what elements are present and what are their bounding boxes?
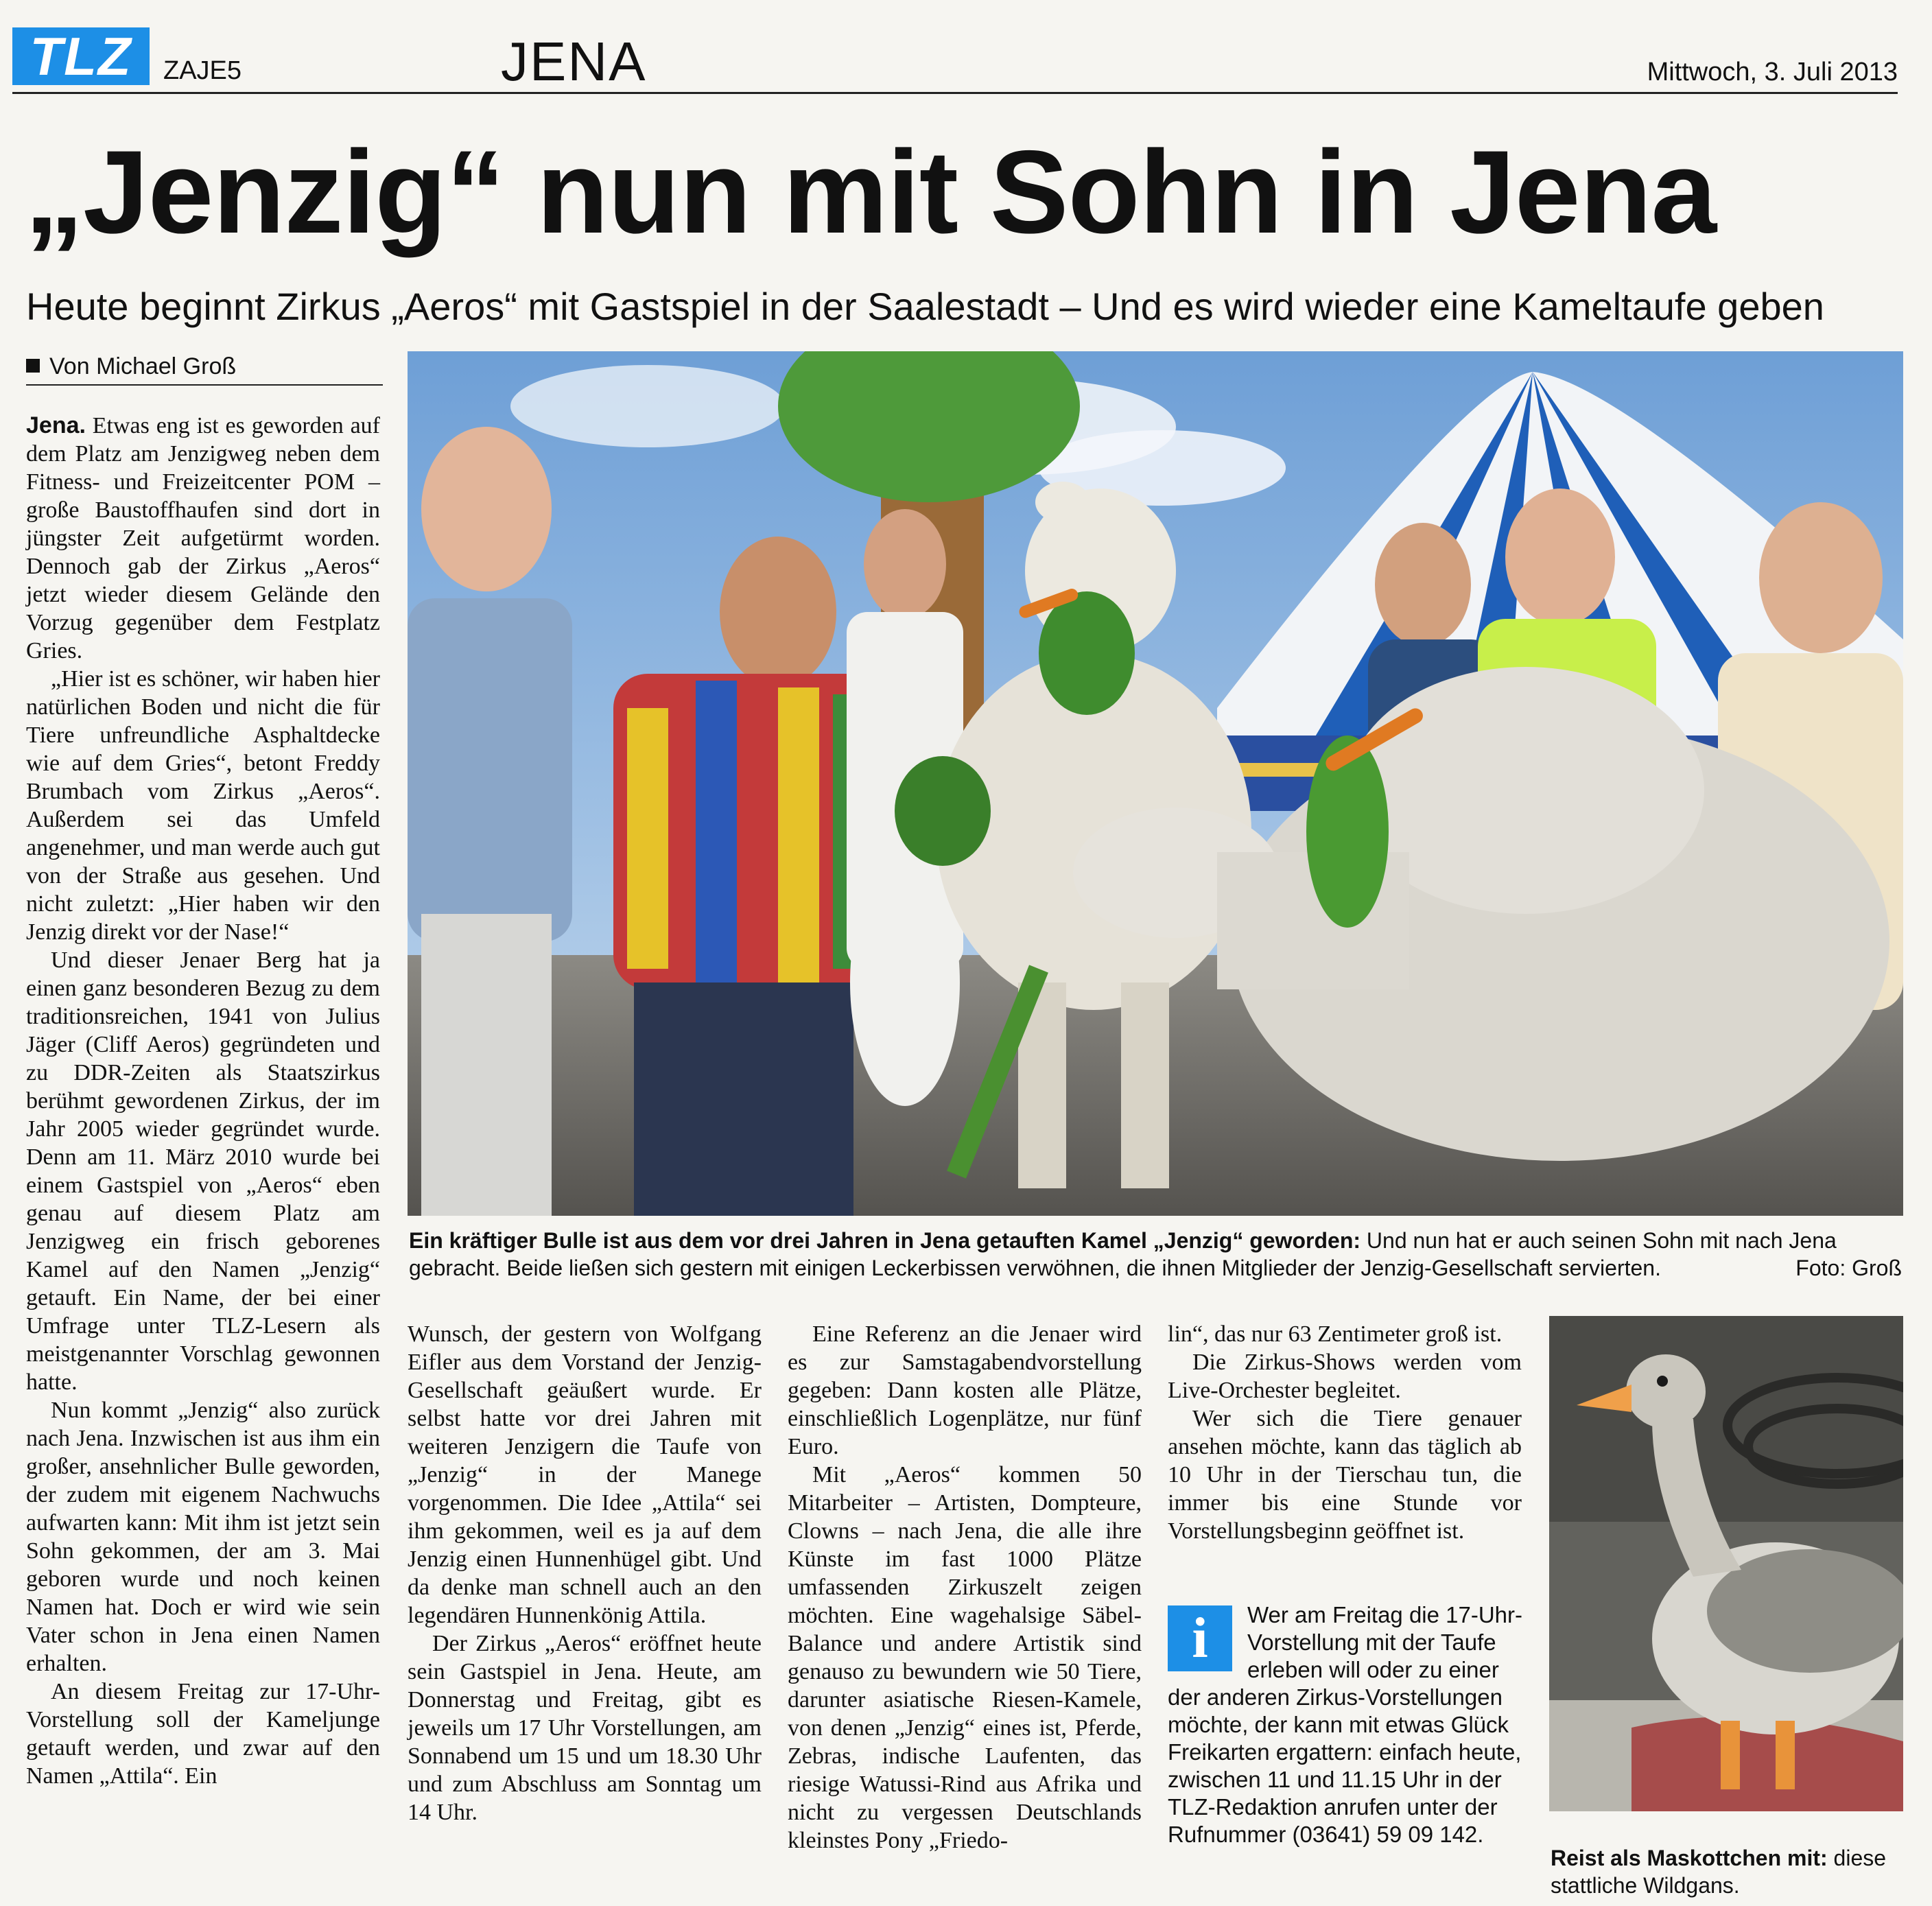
article-paragraph: Eine Referenz an die Jenaer wird es zur Samstagabendvorstellung gegeben: Dann kosten alle Plätze, einschließlich Logenplätze, nur fünf Euro. — [788, 1321, 1142, 1459]
article-paragraph: Der Zirkus „Aeros“ eröffnet heute sein Gastspiel in Jena. Heute, am Donnerstag und Freitag, gibt es jeweils um 17 Uhr Vorstellungen, am Sonnabend um 15 und um 18.30 Uhr und zum Abschluss am Sonntag um 14 Uhr. — [408, 1631, 762, 1825]
byline-square-icon — [26, 359, 40, 373]
info-text: Wer am Freitag die 17-Uhr-Vorstellung mit der Taufe erleben will oder zu einer der anderen Zirkus-Vorstellungen möchte, der kann mit etwas Glück Freikarten ergattern: einfach heute, zwischen 11 und 11.15 Uhr in der TLZ-Redaktion anrufen unter der Rufnummer (03641) 59 09 142. — [1168, 1602, 1523, 1847]
byline-rule — [26, 384, 383, 386]
article-column-2 — [408, 1320, 762, 1826]
goose-caption-lead: Reist als Maskottchen mit: — [1551, 1846, 1828, 1870]
article-paragraph: Und dieser Jenaer Berg hat ja einen ganz besonderen Bezug zu dem traditionsreichen, 1941 von Julius Jäger (Cliff Aeros) gegründeten und zu DDR-Zeiten als Staatszirkus berühmt gewordenen Zirkus, der im Jahr 2005 wieder gegründet wurde. Denn am 11. März 2010 wurde bei einem Gastspiel von „Aeros“ eben genau auf diesem Platz am Jenzigweg ein frisch geborenes Kamel auf den Namen „Jenzig“ getauft. Ein Name, der bei einer Umfrage unter TLZ-Lesern als meistgenannter Vorschlag gewonnen hatte. — [26, 948, 380, 1395]
photo-credit: Foto: Groß — [1795, 1256, 1902, 1280]
article-paragraph: Die Zirkus-Shows werden vom Live-Orchester begleitet. — [1168, 1350, 1522, 1403]
edition-code: ZAJE5 — [163, 56, 242, 85]
article-paragraph: Mit „Aeros“ kommen 50 Mitarbeiter – Artisten, Dompteure, Clowns – nach Jena, die alle ihre Künste im fast 1000 Plätze umfassenden Zirkuszelt zeigen möchten. Eine wagehalsige Säbel-Balance und andere Artistik sind genauso zu bewundern wie 50 Tiere, darunter asiatische Riesen-Kamele, von denen „Jenzig“ eines ist, Pferde, Zebras, indische Laufenten, das riesige Watussi-Rind aus Afrika und nicht zu vergessen Deutschlands kleinstes Pony „Friedo- — [788, 1462, 1142, 1853]
headline: „Jenzig“ nun mit Sohn in Jena — [25, 126, 1717, 258]
info-box — [1168, 1601, 1524, 1848]
masthead-rule — [12, 92, 1898, 94]
article-column-1 — [26, 412, 380, 1790]
article-column-3 — [788, 1320, 1142, 1855]
article-paragraph: lin“, das nur 63 Zentimeter groß ist. — [1168, 1321, 1503, 1347]
dateline: Jena. — [26, 412, 86, 438]
info-icon: i — [1168, 1605, 1232, 1671]
main-photo-camels — [408, 351, 1903, 1216]
caption-lead: Ein kräftiger Bulle ist aus dem vor drei Jahren in Jena getauften Kamel „Jenzig“ geworden: — [409, 1228, 1361, 1253]
goose-caption — [1551, 1844, 1905, 1899]
photo-caption — [409, 1227, 1902, 1282]
byline-author: Von Michael Groß — [49, 353, 237, 379]
subheadline: Heute beginnt Zirkus „Aeros“ mit Gastspiel in der Saalestadt – Und es wird wieder eine Kameltaufe geben — [26, 285, 1824, 328]
article-paragraph: Jena. Etwas eng ist es geworden auf dem Platz am Jenzigweg neben dem Fitness- und Freizeitcenter POM – große Baustoffhaufen sind dort in jüngster Zeit aufgetürmt worden. Dennoch gab der Zirkus „Aeros“ jetzt wieder diesem Gelände den Vorzug gegenüber dem Festplatz Gries. — [26, 412, 380, 663]
article-paragraph: Wunsch, der gestern von Wolfgang Eifler aus dem Vorstand der Jenzig-Gesellschaft geäußert wurde. Er selbst hatte vor drei Jahren mit weiteren Jenzigern die Taufe von „Jenzig“ in der Manege vorgenommen. Die Idee „Attila“ sei ihm gekommen, weil es ja auf dem Jenzig einen Hunnenhügel gibt. Und da denke man schnell auch an den legendären Hunnenkönig Attila. — [408, 1321, 762, 1628]
goose-caption-text: diese stattliche Wildgans. — [1551, 1846, 1887, 1898]
tlz-logo: TLZ — [12, 27, 150, 85]
article-paragraph: An diesem Freitag zur 17-Uhr-Vorstellung soll der Kameljunge getauft werden, und zwar auf den Namen „Attila“. Ein — [26, 1679, 380, 1789]
issue-date: Mittwoch, 3. Juli 2013 — [1647, 58, 1898, 86]
goose-photo — [1549, 1316, 1903, 1811]
article-paragraph: Nun kommt „Jenzig“ also zurück nach Jena. Inzwischen ist aus ihm ein großer, ansehnlicher Bulle geworden, der zudem mit eigenem Nachwuchs aufwarten kann: Mit ihm ist jetzt sein Sohn gekommen, der am 3. Mai geboren wurde und noch keinen Namen hat. Doch er wird wie sein Vater schon in Jena einen Namen erhalten. — [26, 1398, 380, 1676]
article-column-4 — [1168, 1320, 1522, 1545]
byline — [26, 351, 236, 381]
article-paragraph: „Hier ist es schöner, wir haben hier natürlichen Boden und nicht die für Tiere unfreundliche Asphaltdecke wie auf dem Gries“, betont Freddy Brumbach vom Zirkus „Aeros“. Außerdem sei das Umfeld angenehmer, und man werde auch gut von der Straße aus gesehen. Und nicht zuletzt: „Hier haben wir den Jenzig direkt vor der Nase!“ — [26, 666, 380, 945]
article-paragraph: Wer sich die Tiere genauer ansehen möchte, kann das täglich ab 10 Uhr in der Tierschau tun, die immer bis eine Stunde vor Vorstellungsbeginn geöffnet ist. — [1168, 1406, 1522, 1544]
section-title: JENA — [501, 31, 647, 92]
caption-text: Und nun hat er auch seinen Sohn mit nach Jena gebracht. Beide ließen sich gestern mit einigen Leckerbissen verwöhnen, die ihnen Mitglieder der Jenzig-Gesellschaft servierten. — [409, 1228, 1837, 1280]
